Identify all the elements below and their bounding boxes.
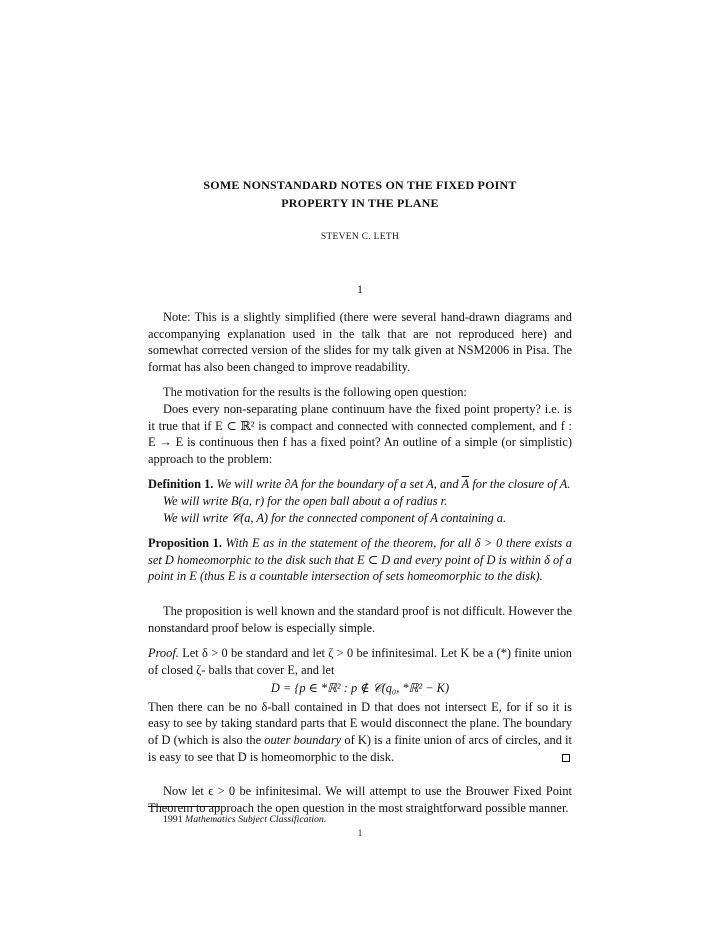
note-paragraph: Note: This is a slightly simplified (there were several hand-drawn diagrams and accompanying explanation used in the talk that are not reproduced here) and somewhat corrected version of the slides for my talk given at NSM2006 in Pisa. The format has also been changed to improve readability.	[148, 310, 572, 374]
title-line-1: SOME NONSTANDARD NOTES ON THE FIXED POINT	[203, 178, 517, 192]
question-paragraph: Does every non-separating plane continuum have the fixed point property? i.e. is it true that if E ⊂ ℝ² is compact and connected with connected complement, and f : E → E is continuous then f has a fixed point? An outline of a simple (or simplistic) approach to the problem:	[148, 401, 572, 466]
display-equation: D = {p ∈ *ℝ² : p ∉ 𝒞(q₀, *ℝ² − K)	[270, 681, 450, 696]
proposition-label: Proposition 1.	[148, 536, 222, 551]
definition-line-3: We will write 𝒞(a, A) for the connected component of A containing a.	[163, 510, 507, 525]
footnote-rule	[148, 806, 220, 807]
definition-line-1a: We will write ∂A for the boundary of a set A, and	[216, 477, 459, 492]
proof-label: Proof.	[148, 646, 179, 661]
footnote	[163, 814, 326, 826]
motivation-paragraph: The motivation for the results is the following open question:	[163, 385, 467, 400]
qed-square-icon	[562, 754, 570, 762]
title-line-2: PROPERTY IN THE PLANE	[281, 196, 439, 210]
proof-conclusion	[148, 699, 572, 765]
proof-after-a: Then there can be no δ-ball contained in D that does not intersect E, for if so it is easy to see by taking standard parts that E would disconnect the plane. The boundary of D (which is also the	[148, 699, 572, 748]
closure-symbol: $\overline{A}$	[461, 477, 470, 492]
proof-text: Let δ > 0 be standard and let ζ > 0 be infinitesimal. Let K be a (*) finite union of closed ζ- balls that cover E, and let	[148, 646, 572, 677]
proof-block	[148, 645, 572, 678]
proof-after-b: of K) is a finite union of arcs of circles, and it is easy to see that D is homeomorphic to the disk.	[148, 733, 572, 764]
footnote-year: 1991	[163, 814, 183, 825]
paper-title	[148, 176, 572, 212]
page-number: 1	[357, 828, 363, 838]
remark-paragraph: The proposition is well known and the standard proof is not difficult. However the nonstandard proof below is especially simple.	[148, 603, 572, 635]
definition-block	[148, 476, 572, 493]
author-name: STEVEN C. LETH	[320, 232, 400, 242]
definition-line-1b: for the closure of A.	[472, 477, 571, 492]
proposition-block	[148, 535, 572, 585]
closing-paragraph: Now let ϵ > 0 be infinitesimal. We will attempt to use the Brouwer Fixed Point Theorem to approach the open question in the most straightforward possible manner.	[148, 784, 572, 815]
definition-label: Definition 1.	[148, 477, 214, 492]
proof-outer-boundary: outer boundary	[264, 733, 342, 748]
definition-line-2: We will write B(a, r) for the open ball about a of radius r.	[163, 493, 448, 508]
body-text	[148, 309, 572, 816]
footnote-text: Mathematics Subject Classification.	[185, 814, 327, 825]
section-number: 1	[357, 282, 363, 296]
proposition-text: With E as in the statement of the theorem, for all δ > 0 there exists a set D homeomorphic to the disk such that E ⊂ D and every point of D is within δ of a point in E (thus E is a countable intersection of sets homeomorphic to the disk).	[148, 536, 572, 584]
